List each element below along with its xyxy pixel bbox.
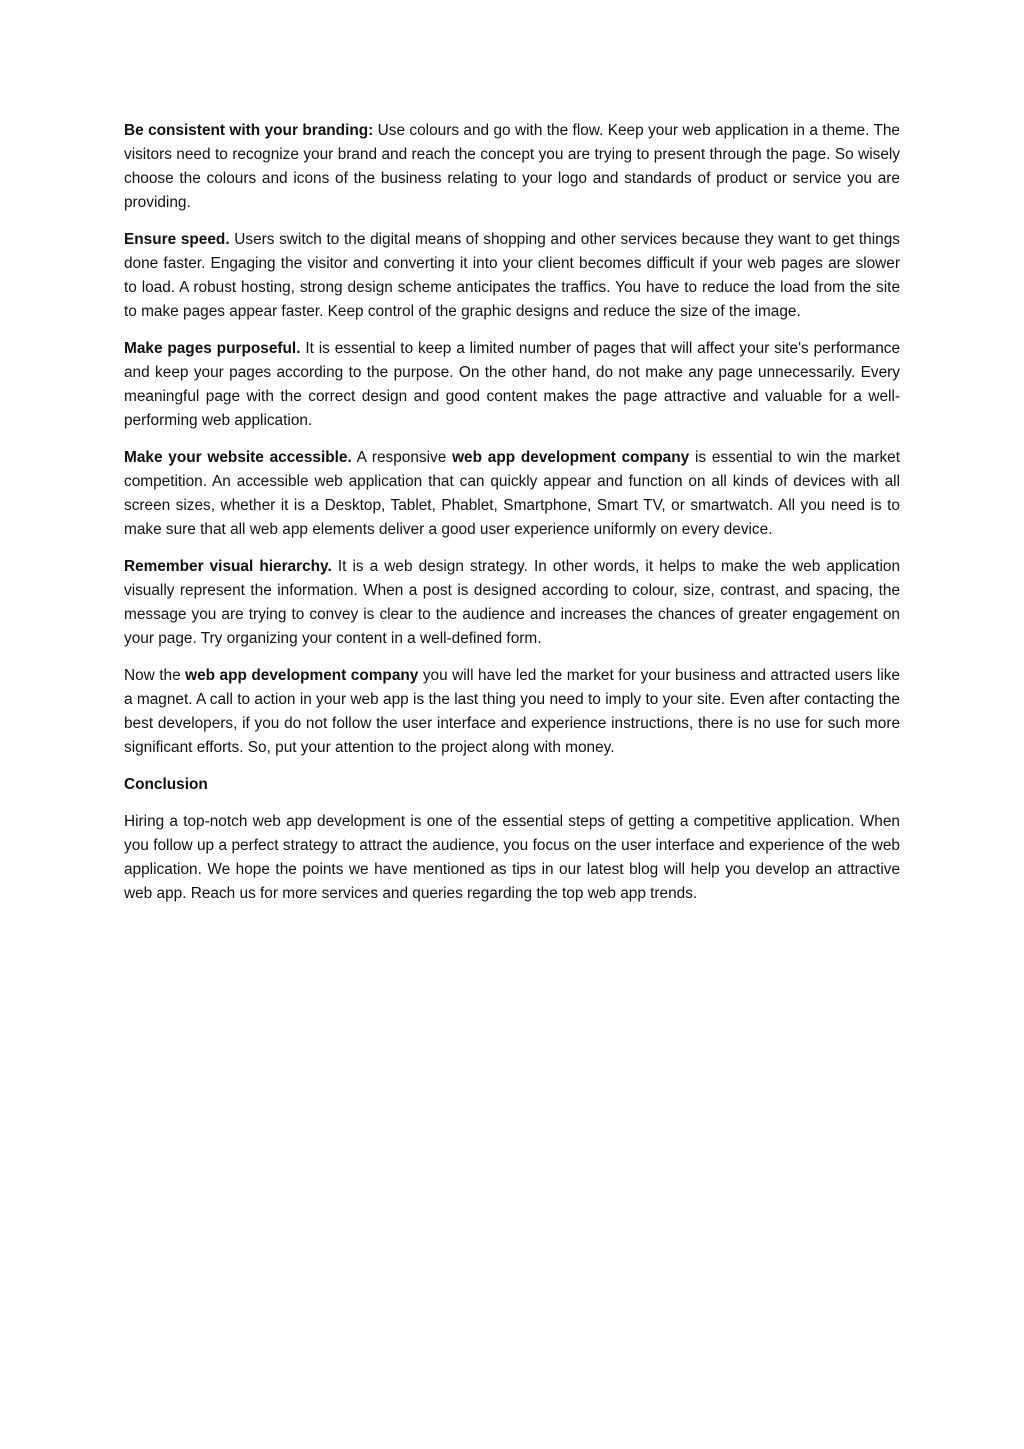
paragraph-lead: Make your website accessible. [124, 449, 352, 466]
paragraph-text: Now the [124, 667, 186, 684]
conclusion-paragraph: Hiring a top-notch web app development is one of the essential steps of getting a competitive application. When you follow up a perfect strategy to attract the audience, you focus on the user interface and experience of the web application. We hope the points we have mentioned as tips in our latest blog will help you develop an attractive web app. Reach us for more services and queries regarding the top web app trends. [124, 813, 900, 902]
paragraph-text: you will have led the market for your business and attracted users like a magnet. A call to action in your web app is the last thing you need to imply to your site. Even after contacting the best developers, if you do not follow the user interface and experience instructions, there is no use for such more significant efforts. So, put your attention to the project along with money. [124, 667, 900, 756]
paragraph-purposeful [124, 337, 900, 433]
paragraph-text: It is essential to keep a limited number of pages that will affect your site's performance and keep your pages according to the purpose. On the other hand, do not make any page unnecessarily. Every meaningful page with the correct design and good content makes the page attractive and valuable for a well-performing web application. [124, 340, 901, 429]
paragraph-bold-keyword: web app development company [452, 449, 690, 466]
paragraph-lead: Be consistent with your branding: [124, 122, 374, 139]
paragraph-bold-keyword: web app development company [185, 667, 419, 684]
paragraph-lead: Make pages purposeful. [124, 340, 301, 357]
paragraph-text: It is a web design strategy. In other words, it helps to make the web application visually represent the information. When a post is designed according to colour, size, contrast, and spacing, the message you are trying to convey is clear to the audience and increases the chances of greater engagement on your page. Try organizing your content in a well-defined form. [124, 558, 901, 647]
document-body [124, 119, 900, 919]
paragraph-text: Use colours and go with the flow. Keep your web application in a theme. The visitors need to recognize your brand and reach the concept you are trying to present through the page. So wisely choose the colours and icons of the business relating to your logo and standards of product or service you are providing. [124, 122, 900, 211]
paragraph-hierarchy [124, 555, 900, 651]
paragraph-accessible [124, 446, 900, 542]
paragraph-text: is essential to win the market competition. An accessible web application that can quickly appear and function on all kinds of devices with all screen sizes, whether it is a Desktop, Tablet, Phablet, Smartphone, Smart TV, or smartwatch. All you need is to make sure that all web app elements deliver a good user experience uniformly on every device. [124, 449, 901, 538]
paragraph-text: A responsive [351, 449, 453, 466]
paragraph-speed [124, 228, 900, 324]
paragraph-lead: Remember visual hierarchy. [124, 558, 332, 575]
paragraph-lead: Ensure speed. [124, 231, 230, 248]
paragraph-branding [124, 119, 900, 215]
paragraph-now [124, 664, 900, 760]
conclusion-heading: Conclusion [124, 776, 208, 793]
paragraph-text: Users switch to the digital means of shopping and other services because they want to get things done faster. Engaging the visitor and converting it into your client becomes difficult if your web pages are slower to load. A robust hosting, strong design scheme anticipates the traffics. You have to reduce the load from the site to make pages appear faster. Keep control of the graphic designs and reduce the size of the image. [124, 231, 900, 320]
